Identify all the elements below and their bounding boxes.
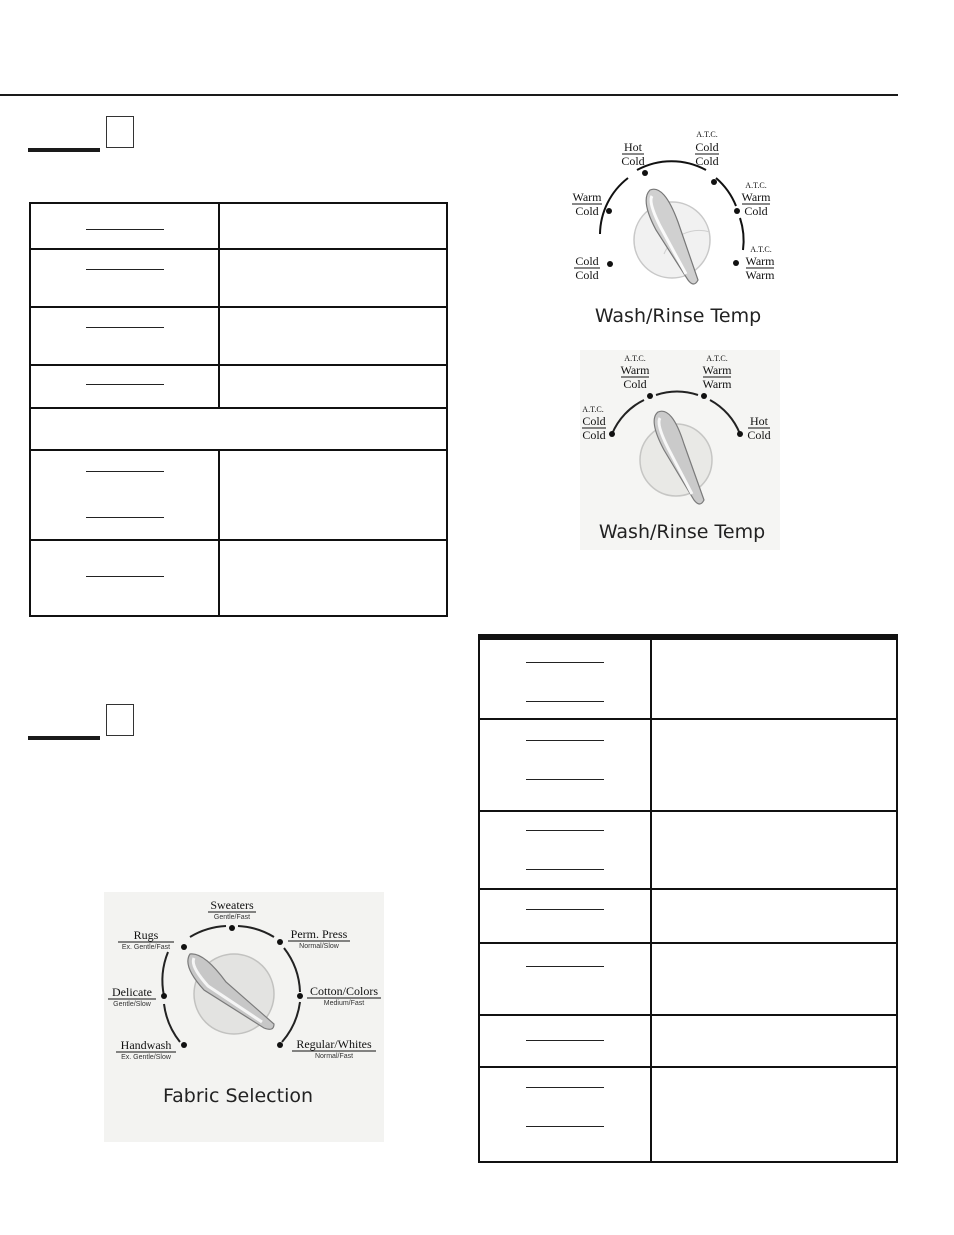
dial-label: Hot: [624, 140, 642, 154]
table-row: [30, 203, 447, 249]
dial-label: Cold: [575, 268, 599, 282]
blank-label-line: [526, 701, 604, 702]
dial-label: Ex. Gentle/Fast: [121, 944, 171, 951]
table-row: [30, 307, 447, 365]
position-dot: [642, 170, 648, 176]
dial-label: A.T.C.: [706, 354, 728, 363]
position-dot: [606, 208, 612, 214]
table-row: [479, 1015, 897, 1067]
blank-label-line: [526, 966, 604, 967]
dial-label: Normal/Slow: [299, 943, 339, 950]
table-cell-description: [219, 249, 447, 307]
dial-label: Warm: [702, 377, 732, 391]
dial-label: Cold: [575, 204, 599, 218]
dial-label: Rugs: [133, 928, 159, 942]
position-dot: [277, 939, 283, 945]
position-dot: [297, 993, 303, 999]
wash-rinse-temp-dial: [560, 122, 790, 334]
blank-label-line: [86, 229, 164, 230]
table-row: [479, 889, 897, 943]
table-cell-span: [30, 408, 447, 450]
position-dot: [607, 261, 613, 267]
page-top-rule: [0, 94, 898, 96]
table-cell-label: [30, 203, 219, 249]
dial-title: Wash/Rinse Temp: [594, 305, 762, 327]
section-header-box: [106, 116, 134, 148]
dial-label: Cold: [747, 428, 771, 442]
blank-label-line: [526, 662, 604, 663]
table-row: [30, 365, 447, 408]
dial-label: Warm: [745, 268, 775, 282]
dial-label: Gentle/Fast: [213, 914, 251, 921]
blank-label-line: [526, 869, 604, 870]
table-row: [479, 1067, 897, 1162]
left-settings-table: [29, 202, 448, 617]
position-dot: [737, 431, 743, 437]
blank-label-line: [526, 1040, 604, 1041]
section-header-rule: [28, 148, 100, 152]
blank-label-line: [86, 269, 164, 270]
table-cell-description: [651, 943, 897, 1015]
table-cell-label: [479, 811, 651, 889]
dial-label: A.T.C.: [750, 245, 772, 254]
dial-label: Hot: [750, 414, 768, 428]
position-dot: [181, 1042, 187, 1048]
blank-label-line: [526, 1126, 604, 1127]
dial-label: Medium/Fast: [323, 1000, 365, 1007]
dial-title: Wash/Rinse Temp: [598, 521, 766, 543]
table-cell-description: [219, 365, 447, 408]
dial-label: Ex. Gentle/Slow: [121, 1054, 171, 1061]
dial-label: Handwash: [120, 1038, 172, 1052]
dial-label: Warm: [702, 363, 732, 377]
table-cell-label: [479, 719, 651, 811]
table-cell-description: [651, 811, 897, 889]
position-dot: [609, 431, 615, 437]
table-row: [479, 639, 897, 719]
dial-label: Cold: [621, 154, 645, 168]
dial-label: A.T.C.: [624, 354, 646, 363]
fabric-selection-dial: [104, 892, 384, 1142]
table-cell-description: [651, 639, 897, 719]
dial-label: Warm: [572, 190, 602, 204]
position-dot: [701, 393, 707, 399]
table-cell-label: [30, 307, 219, 365]
blank-label-line: [86, 384, 164, 385]
table-cell-description: [651, 889, 897, 943]
blank-label-line: [526, 830, 604, 831]
section-header-box: [106, 704, 134, 736]
blank-label-line: [86, 471, 164, 472]
blank-label-line: [526, 779, 604, 780]
table-cell-description: [651, 1015, 897, 1067]
table-row: [479, 943, 897, 1015]
position-dot: [647, 393, 653, 399]
position-dot: [277, 1042, 283, 1048]
dial-label: A.T.C.: [696, 130, 718, 139]
dial-label: A.T.C.: [582, 405, 604, 414]
dial-label: Normal/Fast: [314, 1053, 354, 1060]
table-row: [30, 540, 447, 616]
dial-label: Cold: [695, 154, 719, 168]
position-dot: [161, 993, 167, 999]
table-cell-label: [479, 943, 651, 1015]
position-dot: [733, 260, 739, 266]
table-cell-label: [479, 1067, 651, 1162]
dial-label: Warm: [741, 190, 771, 204]
position-dot: [229, 925, 235, 931]
blank-label-line: [526, 1087, 604, 1088]
dial-title: Fabric Selection: [162, 1085, 314, 1107]
table-cell-description: [651, 1067, 897, 1162]
table-cell-label: [30, 249, 219, 307]
table-cell-description: [651, 719, 897, 811]
dial-label: Warm: [745, 254, 775, 268]
dial-label: Cold: [744, 204, 768, 218]
dial-label: Gentle/Slow: [113, 1001, 151, 1008]
table-row: [479, 719, 897, 811]
section-header-rule: [28, 736, 100, 740]
dial-label: A.T.C.: [745, 181, 767, 190]
dial-label: Warm: [620, 363, 650, 377]
dial-label: Perm. Press: [290, 927, 348, 941]
table-cell-description: [219, 307, 447, 365]
wash-rinse-temp-dial-alt: [580, 350, 780, 550]
table-cell-description: [219, 203, 447, 249]
blank-label-line: [526, 909, 604, 910]
position-dot: [711, 179, 717, 185]
dial-label: Delicate: [112, 985, 152, 999]
table-row: [30, 249, 447, 307]
blank-label-line: [526, 740, 604, 741]
dial-label: Cold: [582, 414, 606, 428]
dial-label: Cold: [695, 140, 719, 154]
table-row: [30, 450, 447, 540]
table-row: [479, 811, 897, 889]
table-cell-label: [479, 1015, 651, 1067]
table-row-full: [30, 408, 447, 450]
blank-label-line: [86, 517, 164, 518]
table-cell-label: [30, 540, 219, 616]
position-dot: [181, 944, 187, 950]
blank-label-line: [86, 576, 164, 577]
blank-label-line: [86, 327, 164, 328]
table-cell-label: [30, 450, 219, 540]
dial-label: Cold: [575, 254, 599, 268]
dial-label: Sweaters: [210, 898, 254, 912]
position-dot: [734, 208, 740, 214]
table-cell-label: [479, 889, 651, 943]
dial-label: Cotton/Colors: [309, 984, 379, 998]
right-settings-table: [478, 638, 898, 1163]
table-cell-label: [479, 639, 651, 719]
dial-label: Cold: [623, 377, 647, 391]
dial-label: Cold: [582, 428, 606, 442]
table-cell-description: [219, 450, 447, 540]
table-cell-label: [30, 365, 219, 408]
dial-label: Regular/Whites: [296, 1037, 372, 1051]
table-cell-description: [219, 540, 447, 616]
